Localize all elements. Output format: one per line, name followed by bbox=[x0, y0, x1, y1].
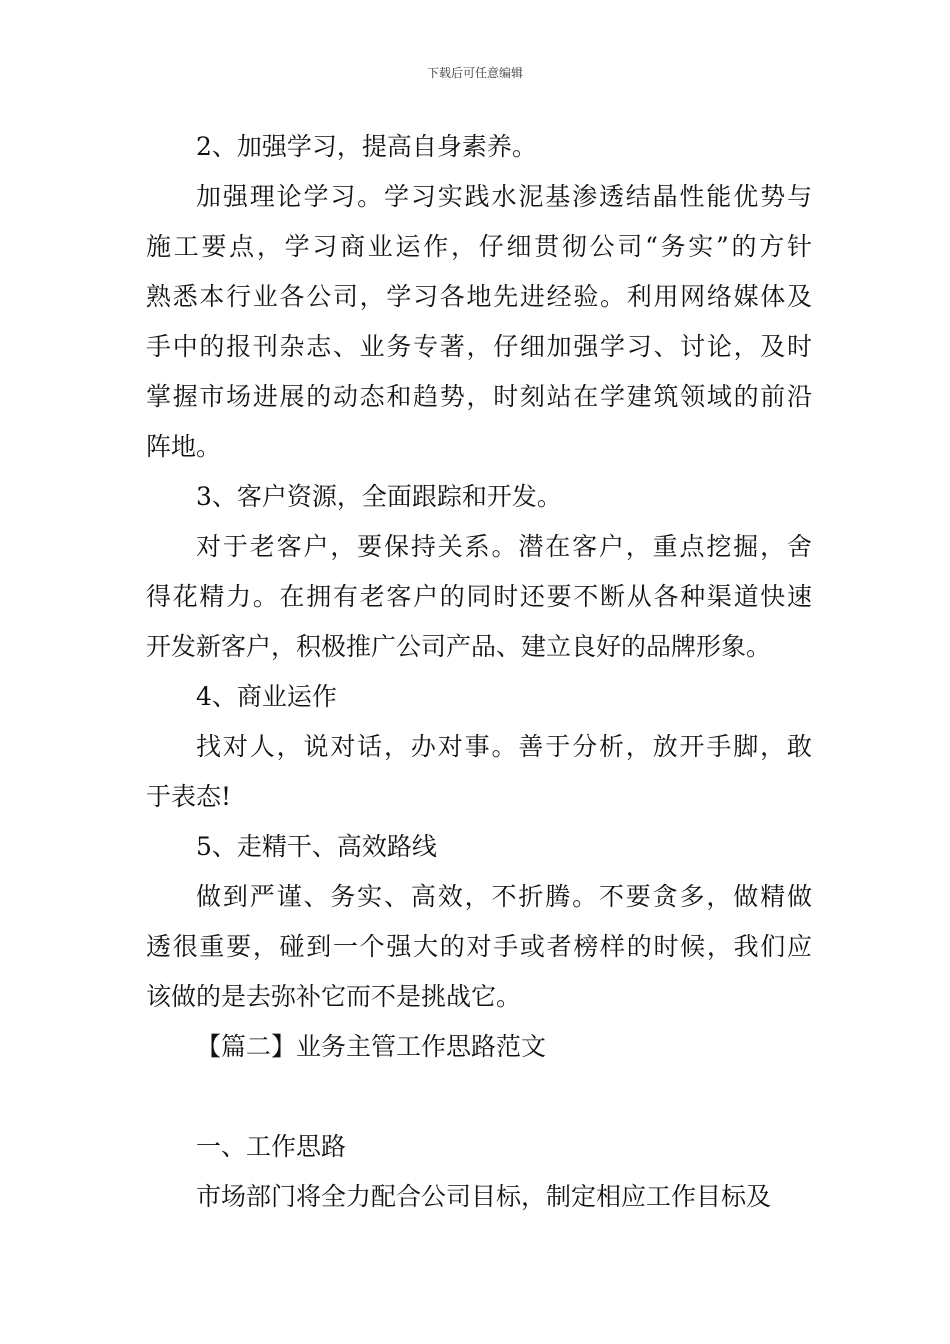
text-line: 市场部门将全力配合公司目标，制定相应工作目标及 bbox=[196, 1182, 772, 1211]
text-line: 熟悉本行业各公司，学习各地先进经验。利用网络媒体及 bbox=[146, 282, 812, 311]
text-line: 于表态! bbox=[146, 782, 232, 811]
paragraph bbox=[146, 522, 812, 672]
document-body bbox=[146, 122, 812, 1222]
text-line: 手中的报刊杂志、业务专著，仔细加强学习、讨论，及时 bbox=[146, 332, 812, 361]
paragraph bbox=[146, 1172, 812, 1222]
text-line: 开发新客户，积极推广公司产品、建立良好的品牌形象。 bbox=[146, 632, 772, 661]
text-line: 该做的是去弥补它而不是挑战它。 bbox=[146, 982, 522, 1011]
text-line: 3、客户资源，全面跟踪和开发。 bbox=[196, 482, 562, 511]
text-line: 一、工作思路 bbox=[196, 1132, 347, 1161]
paragraph bbox=[146, 672, 812, 722]
text-line: 4、商业运作 bbox=[196, 682, 337, 711]
text-line: 加强理论学习。学习实践水泥基渗透结晶性能优势与 bbox=[196, 182, 812, 211]
blank-line bbox=[146, 1072, 812, 1122]
paragraph bbox=[146, 472, 812, 522]
paragraph bbox=[146, 1022, 812, 1072]
text-line: 【篇二】业务主管工作思路范文 bbox=[196, 1032, 547, 1061]
text-line: 2、加强学习，提高自身素养。 bbox=[196, 132, 537, 161]
text-line: 得花精力。在拥有老客户的同时还要不断从各种渠道快速 bbox=[146, 582, 812, 611]
text-line: 对于老客户，要保持关系。潜在客户，重点挖掘，舍 bbox=[196, 532, 812, 561]
paragraph bbox=[146, 822, 812, 872]
paragraph bbox=[146, 872, 812, 1022]
text-line: 找对人，说对话，办对事。善于分析，放开手脚，敢 bbox=[196, 732, 812, 761]
paragraph bbox=[146, 722, 812, 822]
text-line: 透很重要，碰到一个强大的对手或者榜样的时候，我们应 bbox=[146, 932, 812, 961]
text-line: 5、走精干、高效路线 bbox=[196, 832, 437, 861]
text-line: 掌握市场进展的动态和趋势，时刻站在学建筑领域的前沿 bbox=[146, 382, 812, 411]
page-header: 下载后可任意编辑 bbox=[426, 66, 523, 80]
paragraph bbox=[146, 172, 812, 472]
paragraph bbox=[146, 1122, 812, 1172]
paragraph bbox=[146, 122, 812, 172]
text-line: 阵地。 bbox=[146, 432, 222, 461]
text-line: 做到严谨、务实、高效，不折腾。不要贪多，做精做 bbox=[196, 882, 812, 911]
text-line: 施工要点，学习商业运作，仔细贯彻公司“务实”的方针 bbox=[146, 232, 812, 261]
